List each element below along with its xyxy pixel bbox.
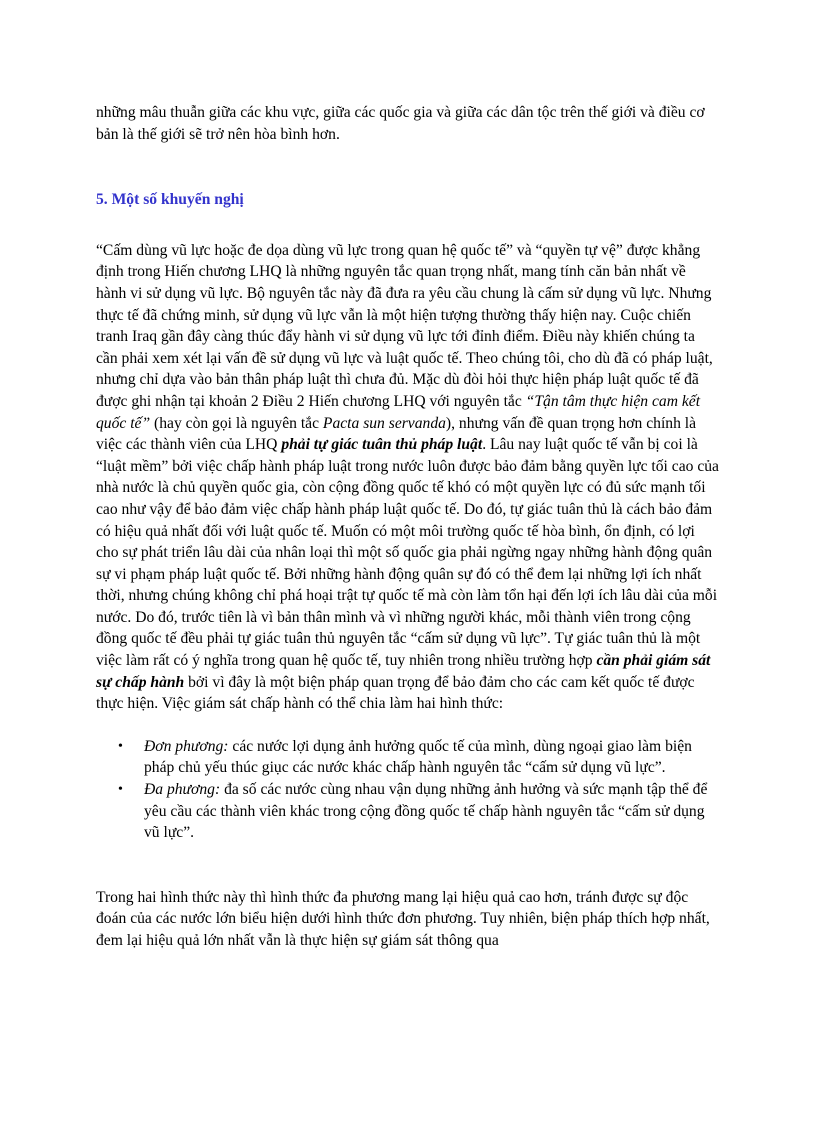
main-paragraph-text-1: “Cấm dùng vũ lực hoặc đe dọa dùng vũ lực trong quan hệ quốc tế” và “quyền tự vệ” được khẳng định trong Hiến chương LHQ là những nguyên tắc quan trọng nhất, mang tính căn bản nhất về hành vi sử dụng vũ lực. Bộ nguyên tắc này đã đưa ra yêu cầu chung là cấm sử dụng vũ lực. Nhưng thực tế đã chứng minh, sử dụng vũ lực vẫn là một hiện tượng thường thấy hiện nay. Cuộc chiến tranh Iraq gần đây càng thúc đẩy hành vi sử dụng vũ lực tới đỉnh điểm. Điều này khiến chúng ta cần phải xem xét lại vấn đề sử dụng vũ lực và luật quốc tế. Theo chúng tôi, cho dù đã có pháp luật, nhưng chỉ dựa vào bản thân pháp luật thì chưa đủ. Mặc dù đòi hỏi thực hiện pháp luật quốc tế đã được ghi nhận tại khoản 2 Điều 2 Hiến chương LHQ với nguyên tắc [96,241,713,410]
list-item-text: các nước lợi dụng ảnh hưởng quốc tế của mình, dùng ngoại giao làm biện pháp chủ yếu thúc giục các nước khác chấp hành nguyên tắc “cấm sử dụng vũ lực”. [144,737,692,777]
main-paragraph-text-5: bởi vì đây là một biện pháp quan trọng để bảo đảm cho các cam kết quốc tế được thực hiện. Việc giám sát chấp hành có thể chia làm hai hình thức: [96,673,695,713]
supervision-forms-list [96,736,720,844]
main-paragraph-text-4: . Lâu nay luật quốc tế vẫn bị coi là “luật mềm” bởi việc chấp hành pháp luật trong nước luôn được bảo đảm bằng quyền lực tối cao của nhà nước là chủ quyền quốc gia, còn cộng đồng quốc tế khó có một quyền lực có đủ sức mạnh tối cao như vậy để bảo đảm việc chấp hành pháp luật quốc tế. Do đó, tự giác tuân thủ là cách bảo đảm có hiệu quả nhất đối với luật quốc tế. Muốn có một môi trường quốc tế hòa bình, ổn định, có lợi cho sự phát triển lâu dài của nhân loại thì một số quốc gia phải ngừng ngay những hành động quân sự vi phạm pháp luật quốc tế. Bởi những hành động quân sự đó có thể đem lại những lợi ích nhất thời, nhưng chúng không chỉ phá hoại trật tự quốc tế mà còn làm tổn hại đến lợi ích lâu dài của mỗi nước. Do đó, trước tiên là vì bản thân mình và vì những người khác, mỗi thành viên trong cộng đồng quốc tế đều phải tự giác tuân thủ nguyên tắc “cấm sử dụng vũ lực”. Tự giác tuân thủ là một việc làm rất có ý nghĩa trong quan hệ quốc tế, tuy nhiên trong nhiều trường hợp [96,436,719,670]
intro-paragraph: những mâu thuẫn giữa các khu vực, giữa các quốc gia và giữa các dân tộc trên thế giới và điều cơ bản là thế giới sẽ trở nên hòa bình hơn. [96,104,705,143]
list-item-term: Đơn phương: [144,737,229,755]
emphasis-self-compliance: phải tự giác tuân thủ pháp luật [281,436,483,454]
list-item-text: đa số các nước cùng nhau vận dụng những ảnh hưởng và sức mạnh tập thể để yêu cầu các thành viên khác trong cộng đồng quốc tế chấp hành nguyên tắc “cấm sử dụng vũ lực”. [144,781,708,842]
list-item-term: Đa phương: [144,781,221,799]
latin-term-italic: Pacta sun servanda [322,414,446,432]
main-paragraph-text-3: ), nhưng vấn đề quan trọng hơn chính là việc các thành viên của LHQ [96,414,697,454]
main-paragraph-text-2: (hay còn gọi là nguyên tắc [150,414,323,432]
list-item [96,779,720,844]
emphasis-supervision: cần phải giám sát sự chấp hành [96,652,711,691]
bullet-icon: • [118,738,123,754]
list-item [96,736,720,779]
section-heading: 5. Một số khuyến nghị [96,191,244,209]
document-page [96,102,720,952]
main-paragraph [96,240,720,715]
bullet-icon: • [118,782,123,798]
principle-quote-italic: “Tận tâm thực hiện cam kết quốc tế” [96,392,701,432]
closing-paragraph: Trong hai hình thức này thì hình thức đa phương mang lại hiệu quả cao hơn, tránh được sự độc đoán của các nước lớn biểu hiện dưới hình thức đơn phương. Tuy nhiên, biện pháp thích hợp nhất, đem lại hiệu quả lớn nhất vẫn là thực hiện sự giám sát thông qua [96,888,710,949]
